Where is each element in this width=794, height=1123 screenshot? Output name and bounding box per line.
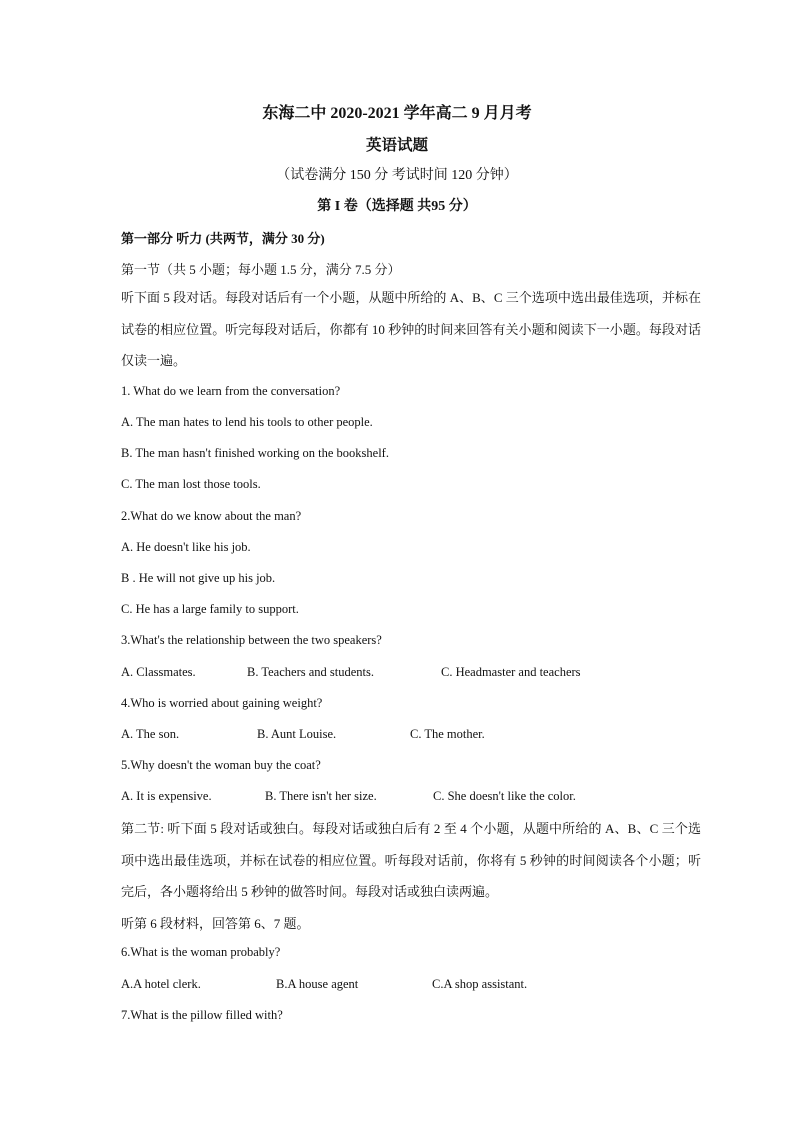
question-5-stem: 5.Why doesn't the woman buy the coat? xyxy=(121,758,321,772)
question-5-option-c: C. She doesn't like the color. xyxy=(433,789,576,803)
question-6-option-a: A.A hotel clerk. xyxy=(121,977,201,991)
question-3-stem: 3.What's the relationship between the two speakers? xyxy=(121,633,382,647)
question-3-option-b: B. Teachers and students. xyxy=(247,665,374,679)
section2-instructions: 第二节: 听下面 5 段对话或独白。每段对话或独白后有 2 至 4 个小题，从题中所给的 A、B、C 三个选项中选出最佳选项，并标在试卷的相应位置。听每段对话前，你将有 5 秒钟的时间阅读各个小题；听完后，各小题将给出 5 秒钟的做答时间。每段对话或独白读两遍。 xyxy=(121,821,701,899)
material-6-heading: 听第 6 段材料，回答第 6、7 题。 xyxy=(121,916,310,931)
question-2-option-b: B . He will not give up his job. xyxy=(121,571,276,585)
subject-title: 英语试题 xyxy=(365,137,428,154)
question-1-option-a: A. The man hates to lend his tools to other people. xyxy=(121,415,373,429)
exam-info: （试卷满分 150 分 考试时间 120 分钟） xyxy=(276,168,518,183)
question-6-stem: 6.What is the woman probably? xyxy=(121,945,281,959)
question-4-stem: 4.Who is worried about gaining weight? xyxy=(121,696,323,710)
question-5-option-b: B. There isn't her size. xyxy=(265,789,377,803)
part1-heading: 第一部分 听力 (共两节，满分 30 分) xyxy=(121,231,325,246)
question-6-option-b: B.A house agent xyxy=(276,977,359,991)
question-1-option-b: B. The man hasn't finished working on the bookshelf. xyxy=(121,446,389,460)
question-5-option-a: A. It is expensive. xyxy=(121,789,212,803)
question-2-option-c: C. He has a large family to support. xyxy=(121,602,299,616)
question-1-stem: 1. What do we learn from the conversation? xyxy=(121,384,341,398)
question-3-option-a: A. Classmates. xyxy=(121,665,196,679)
question-4-option-a: A. The son. xyxy=(121,727,180,741)
question-6-option-c: C.A shop assistant. xyxy=(432,977,528,991)
volume-heading: 第 I 卷（选择题 共95 分） xyxy=(317,199,477,214)
question-3-option-c: C. Headmaster and teachers xyxy=(441,665,581,679)
question-4-option-c: C. The mother. xyxy=(410,727,485,741)
question-1-option-c: C. The man lost those tools. xyxy=(121,477,261,491)
question-4-option-b: B. Aunt Louise. xyxy=(257,727,337,741)
question-2-stem: 2.What do we know about the man? xyxy=(121,509,302,523)
question-7-stem: 7.What is the pillow filled with? xyxy=(121,1008,283,1022)
section1-instructions: 听下面 5 段对话。每段对话后有一个小题，从题中所给的 A、B、C 三个选项中选出最佳选项，并标在试卷的相应位置。听完每段对话后，你都有 10 秒钟的时间来回答有关小题和阅读下一小题。每段对话仅读一遍。 xyxy=(121,290,701,368)
section1-heading: 第一节（共 5 小题；每小题 1.5 分，满分 7.5 分） xyxy=(121,262,401,277)
question-2-option-a: A. He doesn't like his job. xyxy=(121,540,251,554)
exam-title: 东海二中 2020-2021 学年高二 9 月月考 xyxy=(262,105,532,122)
